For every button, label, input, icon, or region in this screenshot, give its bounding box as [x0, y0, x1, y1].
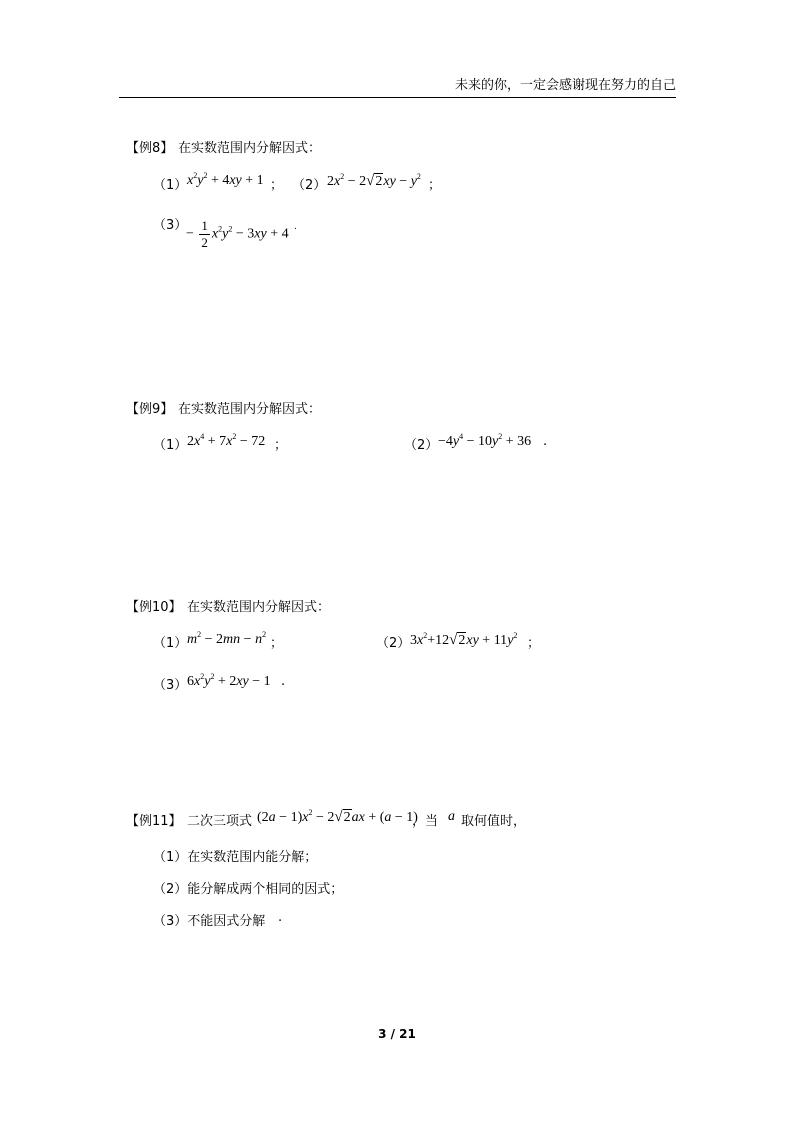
ex8-separator-1: ；: [270, 178, 284, 193]
header-slogan: 未来的你，一定会感谢现在努力的自己: [454, 78, 676, 93]
ex11-question-3: （3）不能因式分解: [153, 914, 266, 929]
example-9-label: 【例9】: [126, 402, 174, 417]
ex11-question-2: （2）能分解成两个相同的因式；: [153, 882, 344, 897]
ex10-expression-2: $3x^2+12√2xy + 11y^2$: [410, 631, 518, 648]
ex8-expression-2: $2x^2 - 2√2xy - y^2$: [327, 172, 421, 189]
example-10-label: 【例10】: [126, 600, 182, 615]
ex10-part3-label: （3）: [153, 678, 188, 693]
ex11-variable: a: [448, 809, 455, 824]
ex10-expression-1: $m^2 - 2mn - n^2$: [187, 630, 267, 647]
ex9-part1-label: （1）: [153, 438, 188, 453]
ex9-expression-2: $-4y^4 - 10y^2 + 36$: [438, 432, 532, 449]
ex10-end-mark: .: [281, 674, 286, 689]
ex9-part2-label: （2）: [404, 438, 439, 453]
example-10-instruction: 在实数范围内分解因式：: [187, 600, 331, 615]
ex10-part2-label: （2）: [376, 636, 411, 651]
ex11-mid-text: ，当: [412, 814, 439, 829]
page-number: 3 / 21: [378, 1027, 416, 1041]
example-9-instruction: 在实数范围内分解因式：: [178, 402, 322, 417]
ex8-part2-label: （2）: [292, 178, 327, 193]
ex8-separator-2: ；: [428, 178, 442, 193]
ex10-separator-2: ；: [527, 636, 541, 651]
ex11-end-mark: .: [278, 910, 283, 925]
ex10-part1-label: （1）: [153, 636, 188, 651]
example-11-label: 【例11】: [126, 814, 182, 829]
ex10-expression-3: $6x^2y^2 + 2xy - 1$: [187, 672, 271, 689]
ex8-end-mark: .: [294, 222, 297, 232]
ex8-expression-3: − $\frac{1}{2}$ $x^2y^2 - 3xy + 4$: [186, 218, 289, 250]
ex8-part3-label: （3）: [153, 218, 188, 233]
example-8-instruction: 在实数范围内分解因式：: [178, 141, 322, 156]
ex11-tail-text: 取何值时，: [461, 814, 527, 829]
ex11-trinomial: $(2a - 1)x^2 - 2√2ax + (a - 1)$: [257, 808, 418, 825]
ex9-end-mark: .: [543, 434, 548, 449]
ex11-question-1: （1）在实数范围内能分解；: [153, 850, 318, 865]
ex9-separator-1: ；: [274, 438, 288, 453]
ex9-expression-1: $2x^4 + 7x^2 - 72$: [187, 432, 266, 449]
ex8-expression-1: $x^2y^2 + 4xy + 1$: [187, 171, 264, 188]
ex8-part1-label: （1）: [153, 178, 188, 193]
example-8-label: 【例8】: [126, 141, 174, 156]
ex11-lead-text: 二次三项式: [187, 814, 253, 829]
ex10-separator-1: ；: [270, 636, 284, 651]
header-rule: [119, 97, 676, 98]
